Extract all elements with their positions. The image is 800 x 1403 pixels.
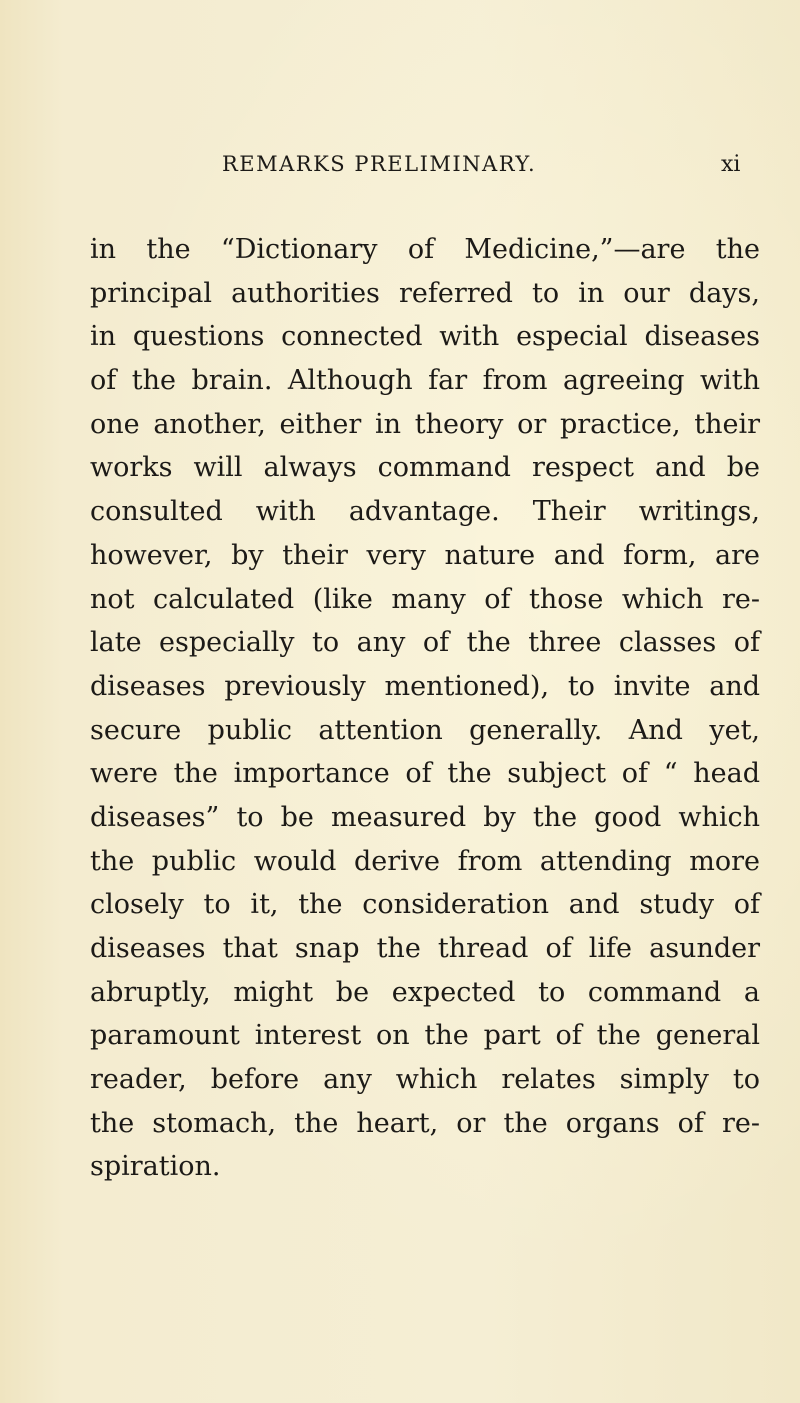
text-line: spiration. — [90, 1151, 221, 1183]
text-line: paramount interest on the part of the general — [90, 1020, 760, 1052]
text-line: consulted with advantage. Their writings, — [90, 496, 760, 528]
text-line: in questions connected with especial diseases — [90, 321, 760, 353]
page-number: xi — [721, 152, 741, 177]
text-line: works will always command respect and be — [90, 452, 760, 484]
text-line: of the brain. Although far from agreeing with — [90, 365, 760, 397]
text-line: reader, before any which relates simply to — [90, 1064, 760, 1096]
body-text — [90, 228, 760, 1189]
text-line: late especially to any of the three classes of — [90, 627, 760, 659]
text-line: the public would derive from attending more — [90, 845, 760, 877]
running-title: REMARKS PRELIMINARY. — [222, 152, 537, 176]
running-head — [0, 152, 800, 192]
text-line: abruptly, might be expected to command a — [90, 976, 760, 1008]
text-line: not calculated (like many of those which re- — [90, 583, 760, 615]
text-line: diseases” to be measured by the good which — [90, 801, 760, 833]
text-line: diseases previously mentioned), to invite and — [90, 670, 760, 702]
text-line: in the “Dictionary of Medicine,”—are the — [90, 234, 760, 265]
text-line: principal authorities referred to in our days, — [90, 277, 760, 309]
text-line: the stomach, the heart, or the organs of re- — [90, 1107, 760, 1139]
text-line: were the importance of the subject of “ head — [90, 758, 760, 790]
text-line: diseases that snap the thread of life asunder — [90, 933, 760, 964]
text-line: secure public attention generally. And yet, — [90, 714, 760, 746]
text-line: however, by their very nature and form, are — [90, 539, 760, 571]
text-line: one another, either in theory or practice, their — [90, 408, 760, 440]
text-line: closely to it, the consideration and study of — [90, 889, 760, 921]
